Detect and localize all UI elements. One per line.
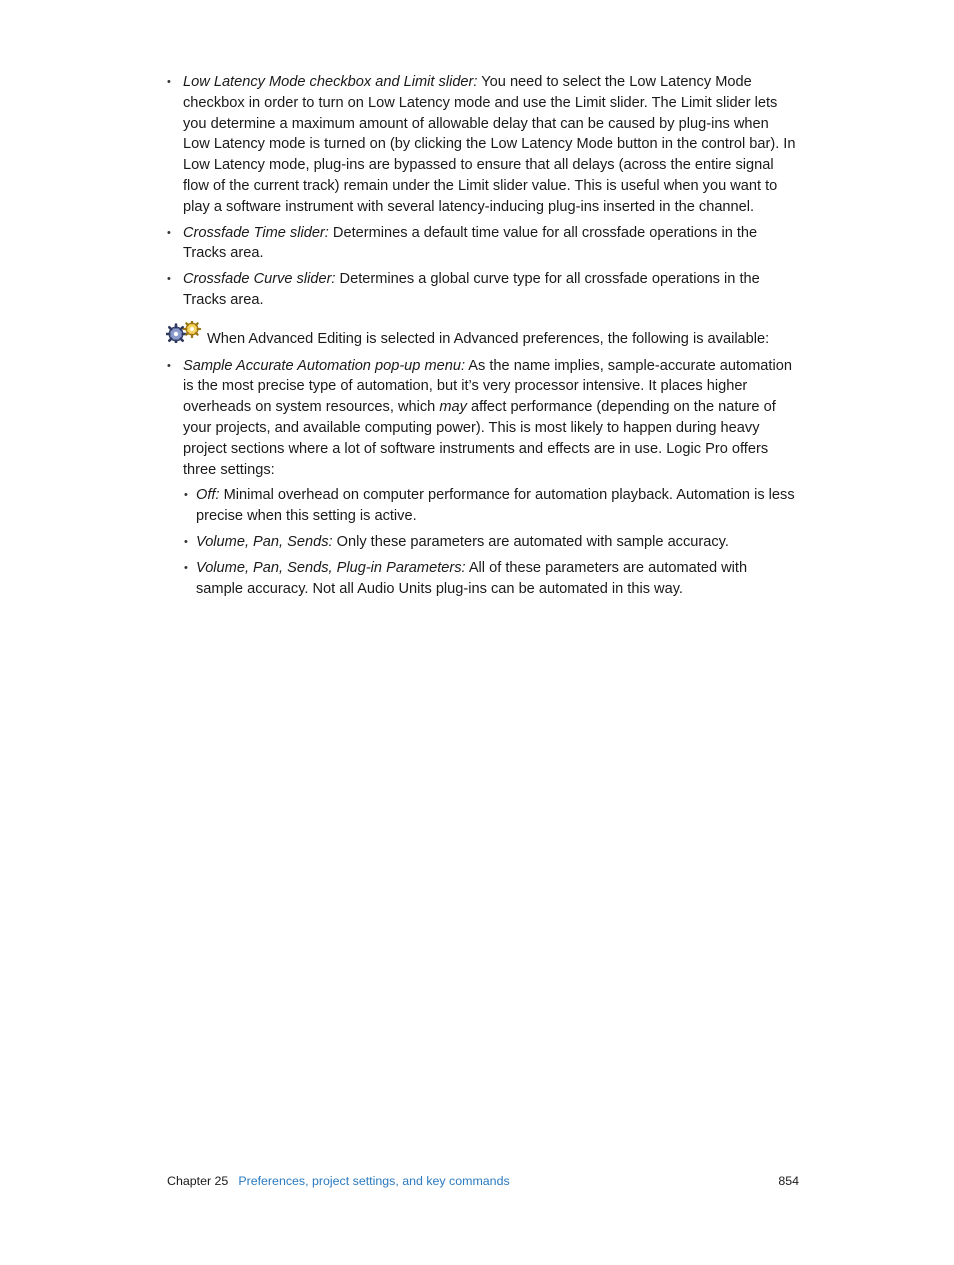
- page-number: 854: [778, 1174, 799, 1188]
- list-item-crossfade-curve: [166, 269, 796, 311]
- chapter-label: Chapter 25: [167, 1174, 229, 1188]
- term-crossfade-time: Crossfade Time slider:: [183, 224, 329, 241]
- page-content: [166, 72, 796, 604]
- chapter-title-link[interactable]: Preferences, project settings, and key commands: [238, 1174, 510, 1188]
- desc-crossfade-time: Determines a default time value for all crossfade operations in the Tracks area.: [183, 224, 758, 262]
- term-volume-pan-sends: Volume, Pan, Sends:: [196, 533, 333, 550]
- sublist-item-volume-pan-sends: [183, 532, 796, 553]
- preferences-list: [166, 72, 796, 311]
- blue-gear-icon: [167, 324, 186, 343]
- sublist-item-plugin-parameters: [183, 558, 796, 600]
- emphasis-may: may: [439, 399, 467, 416]
- desc-sample-accurate-b: affect performance (depending on the nature of your projects, and available computing power). This is most likely to happen during heavy project sections where a lot of software instruments and effects are in use. Logic Pro offers three settings:: [183, 399, 776, 478]
- list-item-low-latency: [166, 72, 796, 218]
- sublist-item-off: [183, 485, 796, 527]
- list-item-sample-accurate: [166, 356, 796, 600]
- desc-off: Minimal overhead on computer performance for automation playback. Automation is less precise when this setting is active.: [196, 487, 795, 525]
- advanced-editing-note: [166, 329, 796, 350]
- desc-sample-accurate-a: As the name implies, sample-accurate automation is the most precise type of automation, but it’s very processor intensive. It places higher overheads on system resources, which: [183, 357, 792, 416]
- desc-volume-pan-sends: Only these parameters are automated with sample accuracy.: [332, 533, 729, 550]
- settings-sublist: [183, 485, 796, 599]
- desc-crossfade-curve: Determines a global curve type for all crossfade operations in the Tracks area.: [183, 271, 760, 308]
- desc-plugin-parameters: All of these parameters are automated with sample accuracy. Not all Audio Units plug-ins can be automated in this way.: [196, 559, 748, 597]
- term-plugin-parameters: Volume, Pan, Sends, Plug-in Parameters:: [196, 559, 466, 576]
- advanced-gears-icon: [166, 321, 202, 343]
- page-footer: [167, 1172, 799, 1190]
- advanced-note-text: When Advanced Editing is selected in Advanced preferences, the following is available:: [207, 330, 770, 347]
- advanced-list: [166, 356, 796, 600]
- term-crossfade-curve: Crossfade Curve slider:: [183, 271, 336, 288]
- term-low-latency: Low Latency Mode checkbox and Limit slider:: [183, 74, 478, 90]
- desc-low-latency: You need to select the Low Latency Mode checkbox in order to turn on Low Latency mode and use the Limit slider. The Limit slider lets you determine a maximum amount of allowable delay that can be caused by plug-ins when Low Latency mode is turned on (by clicking the Low Latency Mode button in the control bar). In Low Latency mode, plug-ins are bypassed to ensure that all delays (across the entire signal flow of the current track) remain under the Limit slider value. This is useful when you want to play a software instrument with several latency-inducing plug-ins inserted in the channel.: [183, 74, 796, 215]
- term-off: Off:: [196, 487, 220, 504]
- list-item-crossfade-time: [166, 223, 796, 265]
- term-sample-accurate: Sample Accurate Automation pop-up menu:: [183, 357, 466, 374]
- gold-gear-icon: [184, 321, 200, 337]
